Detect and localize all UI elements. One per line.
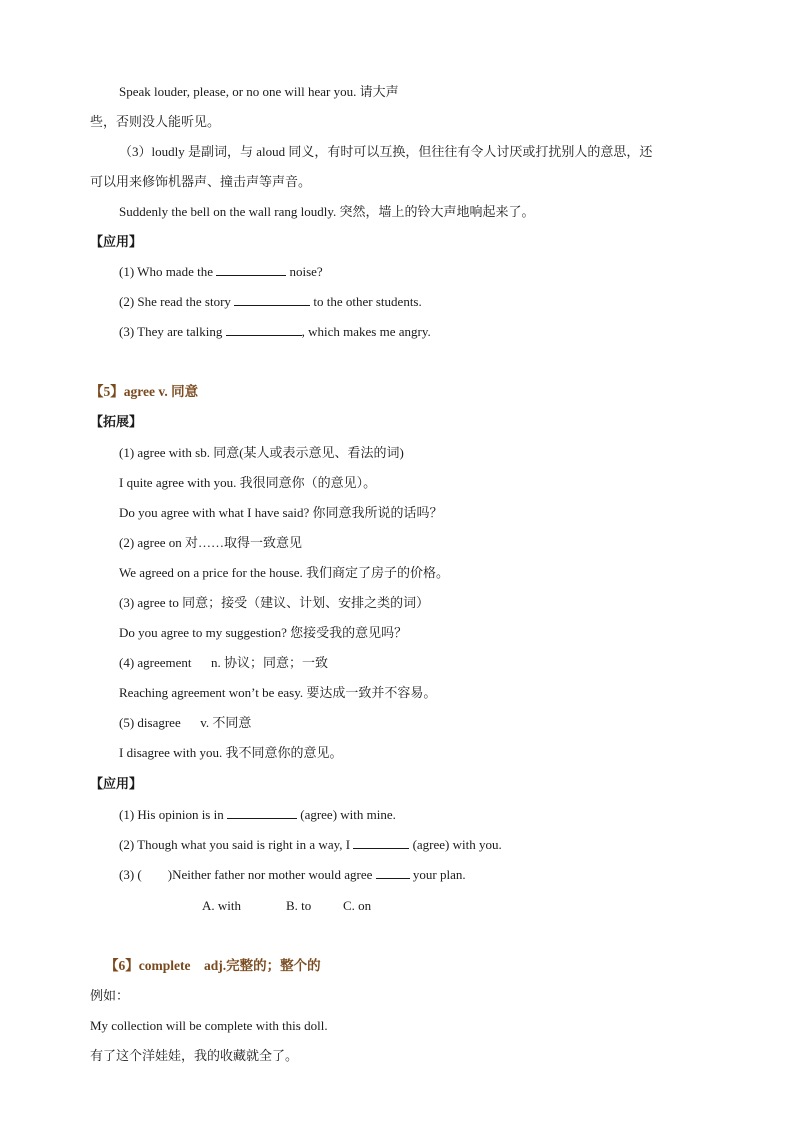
exercise-question xyxy=(119,323,431,341)
expand-line: I quite agree with you. 我很同意你（的意见）。 xyxy=(119,475,377,490)
question-text: (1) Who made the xyxy=(119,264,213,279)
exercise-question xyxy=(119,263,323,281)
expand-line: I disagree with you. 我不同意你的意见。 xyxy=(119,745,343,760)
expand-line: (4) agreement n. 协议；同意；一致 xyxy=(119,655,329,670)
apply-heading: 【应用】 xyxy=(90,234,143,249)
exercise-question xyxy=(119,293,422,311)
apply-heading: 【应用】 xyxy=(90,776,143,791)
expand-line: Do you agree with what I have said? 你同意我所说的话吗？ xyxy=(119,505,443,520)
answer-blank[interactable] xyxy=(216,263,286,276)
option-a[interactable]: A. with xyxy=(202,898,241,913)
section-heading-agree: 【5】agree v. 同意 xyxy=(90,384,199,399)
question-text: (3) They are talking xyxy=(119,324,223,339)
answer-blank[interactable] xyxy=(226,323,302,336)
expand-line: Do you agree to my suggestion? 您接受我的意见吗？ xyxy=(119,625,408,640)
question-text: to the other students. xyxy=(313,294,422,309)
expand-line: Reaching agreement won’t be easy. 要达成一致并不容易。 xyxy=(119,685,437,700)
question-text: (1) His opinion is in xyxy=(119,807,224,822)
question-text: (2) She read the story xyxy=(119,294,231,309)
option-c[interactable]: C. on xyxy=(343,898,372,913)
expand-line: (1) agree with sb. 同意(某人或表示意见、看法的词) xyxy=(119,445,404,460)
example-sentence: Suddenly the bell on the wall rang loudly. 突然，墙上的铃大声地响起来了。 xyxy=(119,204,535,219)
question-text: , which makes me angry. xyxy=(301,324,431,339)
note-paragraph-cont: 可以用来修饰机器声、撞击声等声音。 xyxy=(90,174,312,189)
expand-line: We agreed on a price for the house. 我们商定了房子的价格。 xyxy=(119,565,450,580)
example-sentence: Speak louder, please, or no one will hear you. 请大声 xyxy=(119,84,399,99)
expand-line: (2) agree on 对……取得一致意见 xyxy=(119,535,303,550)
expand-heading: 【拓展】 xyxy=(90,414,143,429)
answer-blank[interactable] xyxy=(353,836,409,849)
example-sentence: My collection will be complete with this doll. xyxy=(90,1018,328,1033)
question-text: (agree) with you. xyxy=(412,837,502,852)
example-translation: 有了这个洋娃娃，我的收藏就全了。 xyxy=(90,1048,299,1063)
exercise-question xyxy=(119,836,502,854)
answer-blank[interactable] xyxy=(234,293,310,306)
question-text: your plan. xyxy=(412,867,466,882)
question-text: noise? xyxy=(289,264,323,279)
example-translation: 些，否则没人能听见。 xyxy=(90,114,221,129)
section-heading-complete: 【6】complete adj.完整的；整个的 xyxy=(105,958,321,973)
expand-line: (3) agree to 同意；接受（建议、计划、安排之类的词） xyxy=(119,595,430,610)
question-text: (3) ( )Neither father nor mother would agree xyxy=(119,867,373,882)
option-b[interactable]: B. to xyxy=(286,898,312,913)
exercise-question xyxy=(119,866,466,884)
answer-blank[interactable] xyxy=(376,866,410,879)
note-paragraph: （3）loudly 是副词，与 aloud 同义，有时可以互换，但往往有令人讨厌或打扰别人的意思，还 xyxy=(119,144,653,159)
answer-blank[interactable] xyxy=(227,806,297,819)
expand-line: (5) disagree v. 不同意 xyxy=(119,715,252,730)
question-text: (2) Though what you said is right in a way, I xyxy=(119,837,351,852)
example-label: 例如： xyxy=(90,988,130,1003)
question-text: (agree) with mine. xyxy=(300,807,396,822)
exercise-question xyxy=(119,806,396,824)
